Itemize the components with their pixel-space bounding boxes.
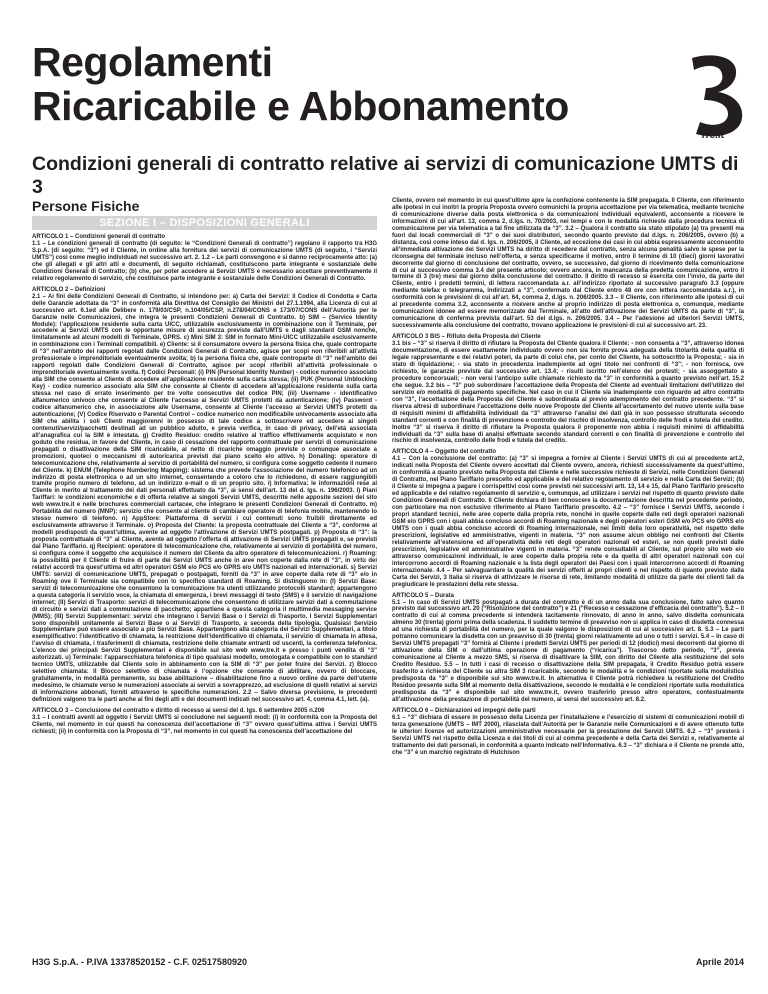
article-body: 3.1 bis – “3” si riserva il diritto di rifiutare la Proposta del Cliente qualora il Cliente: - non consenta a “3”, attraverso idonea documentazione, di essere esattamente individuato ovvero non sia fornita prova adeguata della titolarità della qualità di legale rappresentante e dei relativi poteri, da parte di colui che, per conto del Cliente, ha sottoscritto la Proposta; - sia in stato di liquidazione; - sia stato in precedenza inadempiente ad ogni titolo nei confronti di “3”; - non fornisca, ove richiesto, le garanzie previste dal successivo art. 13.4; - risulti iscritto nell’elenco dei protesti; - sia assoggettato a procedure concorsuali; - non versi l’anticipo sulle chiamate richiesto da “3” in conformità a quanto previsto nell’art. 15.2 che segue. 3.2 bis – “3” può subordinare l’accettazione della Proposta del Cliente ad eventuali limitazioni dell’utilizzo del servizio e/o modalità di pagamento specifiche. Nel caso in cui il Cliente sia inadempiente con riguardo ad altro contratto con “3”, l’accettazione della Proposta del Cliente è subordinata al previo adempimento del contratto precedente. “3” si riserva altresì di subordinare l’accettazione delle nuove Proposte del Cliente all’accertamento del nuovo utente sulla base di requisiti minimi di affidabilità individuati da “3” attraverso l’analisi dei dati già in suo possesso strutturata secondo standard correnti e con finalità di prevenzione e controllo del rischio di insolvenza, controllo delle frodi e tutela del credito. Inoltre “3” si riserva il diritto di rifiutare la Proposta qualora il proponente non abbia i requisiti minimi di affidabilità individuati da “3” sulla base di analisi effettuate secondo standard correnti e con finalità di prevenzione e controllo del rischio di insolvenza, controllo delle frodi e tutela del credito. bbox=[392, 341, 744, 445]
article-body: 3.1 – I contratti aventi ad oggetto i Servizi UMTS si concludono nei seguenti modi: (i) in conformità con la Proposta del Cliente, nel momento in cui questi ha conoscenza dell’accettazione di “3” ovvero quest’ultima attiva i Servizi UMTS richiesti; (ii) in conformità con la Proposta di “3”, nel momento in cui questi ha conoscenza dell’accettazione del bbox=[32, 714, 377, 735]
left-column bbox=[32, 198, 377, 740]
page-title bbox=[32, 40, 569, 128]
article-title: ARTICOLO 3 – Conclusione del contratto e diritto di recesso ai sensi del d. lgs. 6 settembre 2005 n.206 bbox=[32, 707, 325, 714]
article-body: Cliente, ovvero nel momento in cui quest’ultimo apre la confezione contenente la SIM prepagata. Il Cliente, con riferimento alle ipotesi in cui inoltri la propria Proposta ovvero comunichi la propria accettazione per via telematica, mediante tecniche di comunicazione diverse dalla posta elettronica o da comunicazioni individuali equivalenti, acconsente a ricevere le informazioni di cui all’art. 13, comma 2, d.lgs. n. 70/2003, nei tempi e con le modalità richieste dalla procedura tecnica di comunicazione per via telematica a tal fine utilizzata da “3”. 3.2 – Qualora il contratto sia stato stipulato (a) tra presenti ma fuori dai locali commerciali di “3” o dei suoi distributori, secondo quanto previsto dal d.lgs. n. 206/2005, ovvero (b) a distanza, così come inteso dal d. lgs. n. 206/2005, il Cliente, ad eccezione dei casi in cui abbia espressamente acconsentito all’immediata attivazione dei Servizi UMTS ha diritto di recedere dal contratto, senza alcuna penalità salvo le spese per la riconsegna del terminale incluso nell’offerta, e senza specificarne il motivo, entro il termine di 10 (dieci) giorni lavorativi decorrente dal giorno di conclusione del contratto, ovvero, se successivo, dal giorno di ricevimento della comunicazione di cui al successivo comma 3.4 del presente articolo; ovvero ancora, in mancanza della predetta comunicazione, entro il termine di 3 (tre) mesi dal giorno della conclusione del contratto. Il diritto di recesso si esercita con l’invio, da parte del Cliente, entro i predetti termini, di lettera raccomandata a.r. all’indirizzo riportato al successivo paragrafo 3.3 (oppure mediante telefax o telegramma, indirizzati a “3”, confermato dal Cliente entro 48 ore con lettera raccomandata a.r.), in conformità con le previsioni di cui all’art. 64, comma 2, d.lgs. n. 206/2005. 3.3 – Il Cliente, con riferimento alle ipotesi di cui al precedente comma 3.2, acconsente a ricevere anche al proprio indirizzo di posta elettronica o, comunque, mediante comunicazioni idonee ad essere memorizzate dal Terminale, all’atto dell’attivazione dei Servizi UMTS da parte di “3”, la comunicazione di conferma prevista dall’art. 53 del d.lgs. n. 206/2005. 3.4 – Per l’adesione ad ulteriori Servizi UMTS, successivamente alla conclusione del contratto, trovano applicazione le previsioni di cui al successivo art. 23. bbox=[392, 198, 744, 330]
section-bar: SEZIONE I – DISPOSIZIONI GENERALI bbox=[32, 216, 377, 230]
article-body: 5.1 – In caso di Servizi UMTS postpagati a durata del contratto è di un anno dalla sua conclusione, fatto salvo quanto previsto dal successivo art. 20 (“Risoluzione del contratto”) e 21 (“Recesso e cessazione d’efficacia del contratto”). 5.2 – Il contratto di cui al comma precedente si intenderà tacitamente rinnovato, di anno in anno, salvo disdetta comunicata almeno 30 (trenta) giorni prima della scadenza. Il suddetto termine di preavviso non si applica in caso di disdetta connessa ad una richiesta di portabilità del numero, per la quale valgono le disposizioni di cui al successivo art. 8. 5.3 – Le parti potranno comunicare la disdetta con un preavviso di 30 (trenta) giorni relativamente ad uno o tutti i servizi. 5.4 – In caso di Servizi UMTS prepagati “3” fornirà al Cliente i predetti Servizi UMTS per periodi di 12 (dodici) mesi decorrenti dal giorno di attivazione della SIM o dall’ultima operazione di pagamento (“ricarica”). Trascorso detto periodo, “3”, previa comunicazione al Cliente a mezzo SMS, si riserva di disattivare la SIM, con diritto del Cliente alla restituzione del solo Credito Residuo. 5.5 – In tutti i casi di recesso o disattivazione della SIM prepagata, il Credito Residuo potrà essere trasferito a richiesta del Cliente su altra SIM 3 ricaricabile, secondo le modalità e le condizioni riportate sulla modulistica predisposta da “3” e disponibile sul sito www.tre.it. In alternativa il Cliente potrà richiedere la restituzione del Credito Residuo presente sulla SIM al momento della disattivazione, secondo le modalità e le condizioni riportate sulla modulistica predisposta da “3” e disponibile sul sito www.tre.it, ovvero trasferirlo presso altro operatore, contestualmente all’attivazione della prestazione di portabilità del numero, ai sensi del successivo art. 8.2. bbox=[392, 599, 744, 703]
footer-company-info: H3G S.p.A. - P.IVA 13378520152 - C.F. 02517580920 bbox=[32, 957, 247, 967]
article bbox=[392, 334, 744, 445]
article-title: ARTICOLO 2 – Definizioni bbox=[32, 286, 106, 293]
article bbox=[32, 708, 377, 736]
article bbox=[392, 593, 744, 704]
tre-logo-icon bbox=[682, 52, 748, 140]
section-heading: Persone Fisiche bbox=[32, 198, 140, 214]
title-line-2: Ricaricabile e Abbonamento bbox=[32, 83, 569, 129]
article-title: ARTICOLO 4 – Oggetto del contratto bbox=[392, 449, 497, 456]
article bbox=[392, 449, 744, 588]
article-title: ARTICOLO 1 – Condizioni generali di contratto bbox=[32, 234, 166, 240]
article bbox=[32, 234, 377, 283]
article bbox=[32, 287, 377, 704]
article-title: ARTICOLO 3 BIS – Rifiuto della Proposta del Cliente bbox=[392, 334, 541, 341]
article-body: 6.1 – “3” dichiara di essere in possesso della Licenza per l’installazione e l’esercizio di sistemi di comunicazioni mobili di terza generazione (UMTS – IMT 2000), rilasciata dall’Autorità per le Garanzie nelle Comunicazioni e di avere ottenuto tutte le ulteriori licenze ed autorizzazioni amministrative necessarie per la prestazione dei Servizi UMTS. 6.2 – “3” presterà i Servizi UMTS nel rispetto della Licenza e dei titoli di cui al comma precedente e della Carta dei Servizi e, relativamente al trattamento dei dati personali, in conformità a quanto indicato nell’Informativa. 6.3 – “3” dichiara e il Cliente ne prende atto, che “3” è un marchio registrato di Hutchison bbox=[392, 714, 744, 756]
logo-text: Tre.it bbox=[700, 130, 724, 141]
article-title: ARTICOLO 6 – Dichiarazioni ed impegni delle parti bbox=[392, 707, 536, 714]
footer-date: Aprile 2014 bbox=[695, 957, 744, 967]
article-title: ARTICOLO 5 – Durata bbox=[392, 592, 455, 599]
article bbox=[392, 198, 744, 330]
article-body: 1.1 – Le condizioni generali di contratto (di seguito: le “Condizioni Generali di contratto”) regolano il rapporto tra H3G S.p.A. (di seguito: “3”) ed il Cliente, in ordine alla fornitura dei servizi di comunicazione UMTS (di seguito, i “Servizi UMTS”) così come meglio individuati nel successivo art. 2. 1.2 – Le parti convengono e si danno reciprocamente atto: (a) che gli allegati e gli altri atti e documenti, di seguito richiamati, costituiscono parte integrante e sostanziale delle Condizioni Generali di Contratto; (b) che, per poter accedere ai Servizi UMTS è necessario accettare preventivamente il relativo regolamento di servizio, che costituisce parte integrante e sostanziale delle Condizioni Generali di Contratto. bbox=[32, 241, 377, 282]
article bbox=[392, 708, 744, 757]
article-body: 4.1 – Con la conclusione del contratto: (a) “3” si impegna a fornire al Cliente i Servizi UMTS di cui al precedente art.2, indicati nella Proposta del Cliente ovvero accettati dal Cliente ovvero, ancora, richiesti successivamente da quest’ultimo, in conformità a quanto previsto nella Proposta del Cliente e nelle successive richieste di Servizi, nelle Condizioni Generali di Contratto, nel Piano Tariffario prescelto ed applicabile e del relativo regolamento di servizio e nella Carta dei Servizi; (b) il Cliente si impegna a pagare i corrispettivi così come previsti nei successivi artt. 13, 14 e 15, dal Piano Tariffario prescelto ed applicabile e del relativo regolamento di servizio e, comunque, ad utilizzare i servizi nel rispetto di quanto previsto dalle Condizioni Generali di Contratto. Il Cliente dichiara di ben conoscere la documentazione descritta nel precedente periodo, con particolare ma non esclusivo riferimento al Piano Tariffario prescelto. 4.2 – “3” fornisce i Servizi UMTS, secondo i propri standard tecnici, nelle aree coperte dalla propria rete, nonché in quelle coperte dalle reti degli operatori nazionali GSM e/o GPRS con i quali abbia concluso accordi di Roaming nazionale e degli operatori esteri GSM e/o PCS e/o GPRS e/o UMTS con i quali abbia concluso accordi di Roaming internazionale, nei limiti della loro operatività, nel rispetto delle prescrizioni, legislative ed amministrative, vigenti in materia. “3” non assume alcun obbligo nei confronti del Cliente relativamente all’estensione ed all’operatività delle reti degli operatori nazionali ed esteri, se non quelli previsti dalle prescrizioni, legislative ed amministrative vigenti in materia. “3” rende consultabili al Cliente, sul proprio sito web e/o attraverso comunicazioni individuali, le aree coperte dalla propria rete e da quella di altri operatori nazionali con cui intercorrono accordi di Roaming nazionale e la lista degli operatori dei Paesi con i quali intercorrono accordi di Roaming internazionale. 4.4 – Per salvaguardare la qualità dei servizi offerti ai propri clienti e nel rispetto di quanto previsto dalla Carta dei Servizi, 3 Italia si riserva di attivizzare le risorse di rete, limitando modalità di utilizzo da parte dei clienti tali da pregiudicare le prestazioni della rete stessa. bbox=[392, 456, 744, 588]
title-line-1: Regolamenti bbox=[32, 39, 273, 85]
document-subtitle: Condizioni generali di contratto relative ai servizi di comunicazione UMTS di 3 bbox=[32, 153, 739, 198]
right-column bbox=[392, 198, 744, 761]
article-body: 2.1 – Ai fini delle Condizioni Generali di Contratto, si intendono per: a) Carta dei Servizi: il Codice di Condotta e Carta delle Garanzie adottata da “3” in conformità alla Direttiva del Consiglio dei Ministri del 27.1.1994, alla Licenza di cui al successivo art. 6.1ed alle Delibere n. 179/03/CSP, n.104/05/CSP, n.278/04/CONS e 173/07/CONS dell’Autorità per le Garanzie nelle Comunicazioni, che integra le presenti Condizioni Generali di Contratto. b) SIM – (Service Identity Module): l’applicazione residente sulla carta UICC, utilizzabile esclusivamente in combinazione con il Terminale, per accedere ai Servizi UMTS con le opportune misure di sicurezza previste dall’UMTS e dagli standard GSM nonché, limitatamente ad alcuni modelli di Terminale, GPRS. c) Mini SIM 3: SIM in formato Mini-UICC utilizzabile esclusivamente in combinazione con i Terminali compatibili. e) Cliente: sì il consumatore ovvero la persona fisica che, quale controparte di “3” nell’ambito dei rapporti regolati dalle Condizioni Generali di Contratto, agisce per scopi non riferibili all’attività professionale o imprenditoriale eventualmente svolta; b) la persona fisica che, quale controparte di “3” nell’ambito dei rapporti regolati dalle Condizioni Generali di Contratto, agisce per scopi riferibili all’attività professionale o imprenditoriale eventualmente svolta. f) Codici Personali: (i) PIN (Personal Identity Number) - codice numerico associato alla SIM che consente al Cliente di accedere all’applicazione residente sulla carta stessa; (ii) PUK (Personal Unblocking Key) - codice numerico associato alla SIM che consente al Cliente di accedere all’applicazione residente sulla carta stessa nel caso di errato inserimento per tre volte consecutive del codice PIN; (iii) Username - identificativo alfanumerico univoco che consente al Cliente l’accesso ai Servizi UMTS protetti da autenticazione; (iv) Password - codice alfanumerico che, in associazione alle Username, consente al Cliente l’accesso ai Servizi UMTS protetti da autenticazione; (V) Codice Riservato o Parental Control – codice numerico non modificabile univocamente associato alla SIM che abilita i soli Clienti maggiorenni in possesso di tale codice a sottoscrivere ed accedere ai singoli contenuti/servizi/pacchetti destinati ad un pubblico adulto, e previa verifica, in caso di privacy, dell’età associata all’anagrafica cui la SIM è intestata. g) Credito Residuo: credito relativo al traffico effettivamente acquistato e non goduto che residua, in favore del Cliente, in caso di cessazione del rapporto contrattuale per servizi di comunicazione prepagati o disattivazione della SIM ricaricabile, al netto di ricariche omaggio previste o comunque associate a promozioni, quoteci o meccanismi di autoricarica previsti dal piano scelto e/o attivo. h) Donating: operatore di telecomunicazione che, relativamente al servizio di portabilità del numero, si configura come soggetto cedente il numero del Cliente. k) ENUM (Telephone Numbering Mapping): sistema che prevede l’associazione del numero telefonico ad un indirizzo di posta elettronica o ad un sito internet, consentendo a coloro che lo richiedono, di essere raggiungibili tramite proprio numero di telefono, ad un indirizzo e-mail o di un proprio sito. i) Informativa: le informazioni rese al Cliente in merito al trattamento dei dati personali effettuato da “3”, ai sensi dell’art. 13 del d. lgs. n. 196/2003. l) Piani Tariffari: le condizioni economiche e di offerta relative ai singoli Servizi UMTS, descritte nelle apposite sezioni del sito web www.tre.it e nelle brochures commerciali cartacee, che integrano le presenti Condizioni Generali di Contratto. m) Portabilità del numero (MNP): servizio che consente al cliente di cambiare operatore di telefonia mobile, mantenendo lo stesso numero di telefono. n) AppStore: Piattaforma di servizi i cui contenuti sono fruibili direttamente ed esclusivamente attraverso il Terminale. o) Proposta del Cliente: la proposta contrattuale del Cliente a “3”, conforme al modelli predisposti da quest’ultima, avente ad oggetto l’attivazione di Servizi UMTS postpagati. p) Proposta di “3”: la proposta contrattuale di “3” al Cliente, avente ad oggetto l’offerta di attivazione di Servizi UMTS prepagati e, se previsti dal Piano Tariffario. q) Recipient: operatore di telecomunicazione che, relativamente al servizio di portabilità del numero, si configura come il soggetto che acquisisce il numero del Cliente da altro operatore di telecomunicazioni. r) Roaming: la possibilità per il Cliente di fruire di parte dei Servizi UMTS anche in aree non coperte dalla rete di “3”, in virtù dei relativi accordi tra quest’ultima ed altri operatori GSM e/o PCS e/o GPRS e/o UMTS nazionali ed internazionali. s) Servizi UMTS: servizi di comunicazione UMTS, prepagati o postpagati, forniti da “3” in aree coperte dalla rete di “3” e/o in Roaming ove il Terminale sia compatibile con lo specifico standard di Roaming. Si distinguono in: (I) Servizi Base: servizi di telecomunicazione che consentono la comunicazione tra utenti utilizzando protocolli standard; appartengono a questa categoria il servizio voce, la chiamata di emergenza, i brevi messaggi di testo (SMS) e il servizio di navigazione internet; (II) Servizi di Trasporto: servizi di telecomunicazione che consentono di utilizzare servizi dati a commutazione di circuito e servizi dati a commutazione di pacchetto; appartiene a questa categoria il multimedia messaging service (MMS); (III) Servizi Supplementari: servizi che integrano i Servizi Base o i Servizi di Trasporto. I Servizi Supplementari sono disponibili unitamente ai Servizi Base o ai Servizi di Trasporto, a seconda della tipologia. Qualsiasi Servizio Supplementare può essere associato a più Servizi Base. Appartengono alla categoria dei Servizi Supplementari, a titolo esemplificativo: l’identificativo di chiamata, la restrizione dell’identificativo di chiamata, il servizio di chiamata in attesa, l’avviso di chiamata, i trasferimenti di chiamata, restrizione delle chiamate entranti od uscenti, la conferenza telefonica. L’elenco dei principali Servizi Supplementari è disponibile sul sito web www.tre.it e presso i punti vendita di “3” autorizzati. u) Terminale: l’apparecchiatura telefonica di tipo qualsiasi modello, omologata e compatibile con lo standard tecnico UMTS, utilizzabile dal Cliente solo in abbinamento con la SIM di “3” per poter fruire dei Servizi. z) Blocco selettivo chiamata: Il Blocco selettivo di chiamata è l’opzione che consente di abilitare, ovvero di bloccare, gratuitamente, in modalità permanente, su base abilitazione – disabilitazione fino a nuovo ordine da parte dell’utente medesimo, le chiamate verso le numerazioni associate ai servizi a sovrapprezzo, ad esclusione di quelli relativi ai servizi di informazione abbonati, forniti attraverso le specifiche numerazioni. 2.2 – Salvo diversa previsione, le precedenti definizioni valgono tra le parti anche ai fini degli atti e dei documenti indicati nel successivo art. 4, comma 4.1, lett. (a). bbox=[32, 293, 377, 703]
